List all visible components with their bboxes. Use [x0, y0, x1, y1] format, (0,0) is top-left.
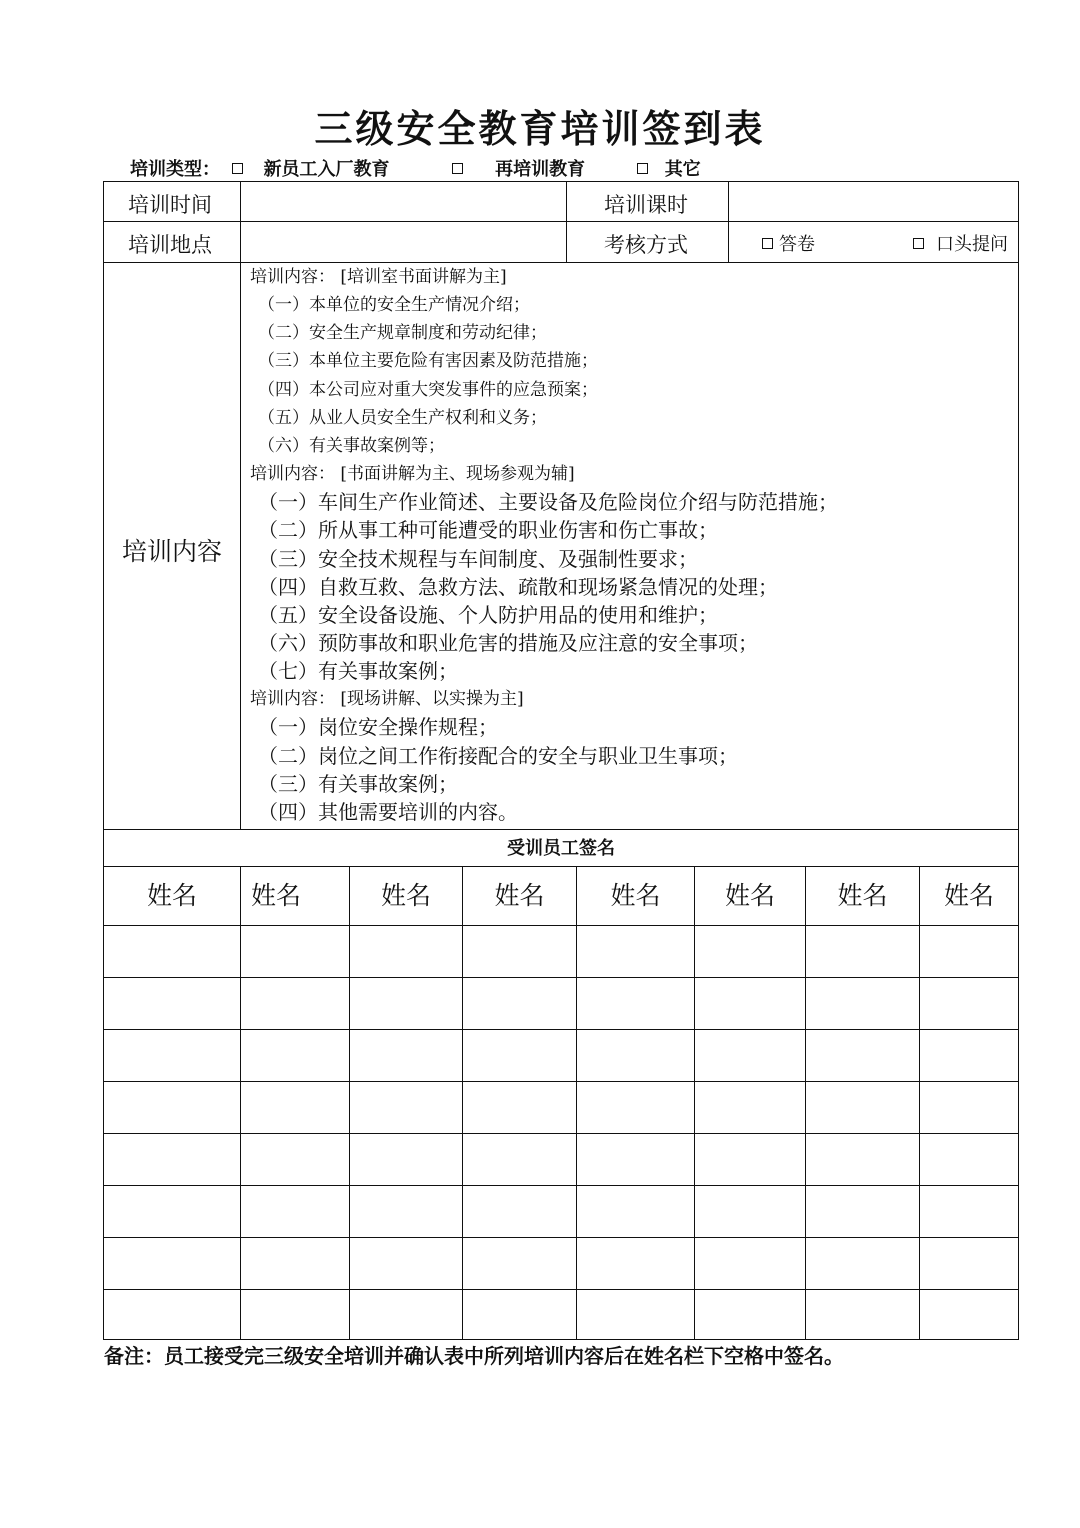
content-item: （一）车间生产作业简述、主要设备及危险岗位介绍与防范措施； [258, 490, 838, 515]
name-column-header: 姓名 [943, 881, 994, 910]
signature-heading: 受训员工签名 [507, 838, 615, 859]
option-new-employee: 新员工入厂教育 [263, 159, 390, 180]
training-hours-label: 培训课时 [604, 193, 688, 217]
table-line [462, 866, 463, 1340]
name-column-header: 姓名 [724, 881, 775, 910]
content-item: （一）本单位的安全生产情况介绍； [258, 295, 530, 315]
checkbox-retraining[interactable] [452, 163, 463, 174]
content-item: （一）岗位安全操作规程； [258, 715, 498, 740]
content-item: （三）本单位主要危险有害因素及防范措施； [258, 351, 598, 372]
option-retraining: 再培训教育 [495, 159, 586, 180]
training-time-label: 培训时间 [128, 193, 212, 217]
content-item: （六）预防事故和职业危害的措施及应注意的安全事项； [258, 631, 758, 656]
table-line [240, 181, 241, 829]
name-column-header: 姓名 [610, 881, 661, 910]
name-column-header: 姓名 [380, 881, 431, 910]
option-written-exam: 答卷 [779, 234, 815, 255]
section-heading: 培训内容： [培训室书面讲解为主] [250, 267, 507, 287]
checkbox-new-employee[interactable] [232, 163, 243, 174]
assessment-options [756, 230, 1008, 256]
training-content-label: 培训内容 [122, 537, 223, 566]
section-heading: 培训内容： [书面讲解为主、现场参观为辅] [250, 464, 575, 485]
page-title: 三级安全教育培训签到表 [314, 106, 766, 151]
content-item: （六）有关事故案例等； [258, 435, 445, 456]
footnote: 备注：员工接受完三级安全培训并确认表中所列培训内容后在姓名栏下空格中签名。 [104, 1344, 844, 1368]
checkbox-written-exam[interactable] [762, 238, 773, 249]
name-column-header: 姓名 [146, 881, 197, 910]
training-place-input[interactable] [242, 223, 564, 261]
training-content [250, 263, 838, 826]
content-item: （四）自救互救、急救方法、疏散和现场紧急情况的处理； [258, 574, 778, 599]
table-line [103, 829, 1019, 830]
training-type-label: 培训类型： [130, 159, 220, 180]
content-item: （二）安全生产规章制度和劳动纪律； [258, 323, 547, 344]
training-type-row [130, 155, 701, 181]
table-line [694, 866, 695, 1340]
content-item: （二）岗位之间工作衔接配合的安全与职业卫生事项； [258, 743, 738, 768]
content-item: （二）所从事工种可能遭受的职业伤害和伤亡事故； [258, 518, 718, 543]
training-place-label: 培训地点 [128, 233, 212, 257]
name-column-header: 姓名 [250, 881, 301, 910]
table-line [728, 181, 729, 262]
name-column-header: 姓名 [837, 881, 888, 910]
content-item: （五）从业人员安全生产权利和义务； [258, 407, 547, 428]
section-heading: 培训内容： [现场讲解、以实操为主] [250, 689, 524, 710]
content-item: （七）有关事故案例； [258, 659, 458, 684]
name-column-header: 姓名 [494, 881, 545, 910]
content-item: （三）安全技术规程与车间制度、及强制性要求； [258, 546, 698, 571]
table-line [805, 866, 806, 1340]
content-item: （五）安全设备设施、个人防护用品的使用和维护； [258, 602, 718, 627]
content-item: （四）本公司应对重大突发事件的应急预案； [258, 379, 598, 400]
option-oral-questions: 口头提问 [936, 234, 1008, 255]
training-hours-input[interactable] [730, 183, 1016, 220]
content-item: （三）有关事故案例； [258, 771, 458, 796]
checkbox-other[interactable] [637, 163, 648, 174]
content-item: （四）其他需要培训的内容。 [258, 800, 518, 824]
assessment-label: 考核方式 [604, 233, 688, 257]
option-other: 其它 [664, 159, 701, 180]
table-line [919, 866, 920, 1340]
table-line [349, 866, 350, 1340]
table-line [576, 866, 577, 1340]
training-time-input[interactable] [242, 183, 564, 220]
table-line [240, 866, 241, 1340]
table-line [566, 181, 567, 262]
checkbox-oral-questions[interactable] [913, 238, 924, 249]
